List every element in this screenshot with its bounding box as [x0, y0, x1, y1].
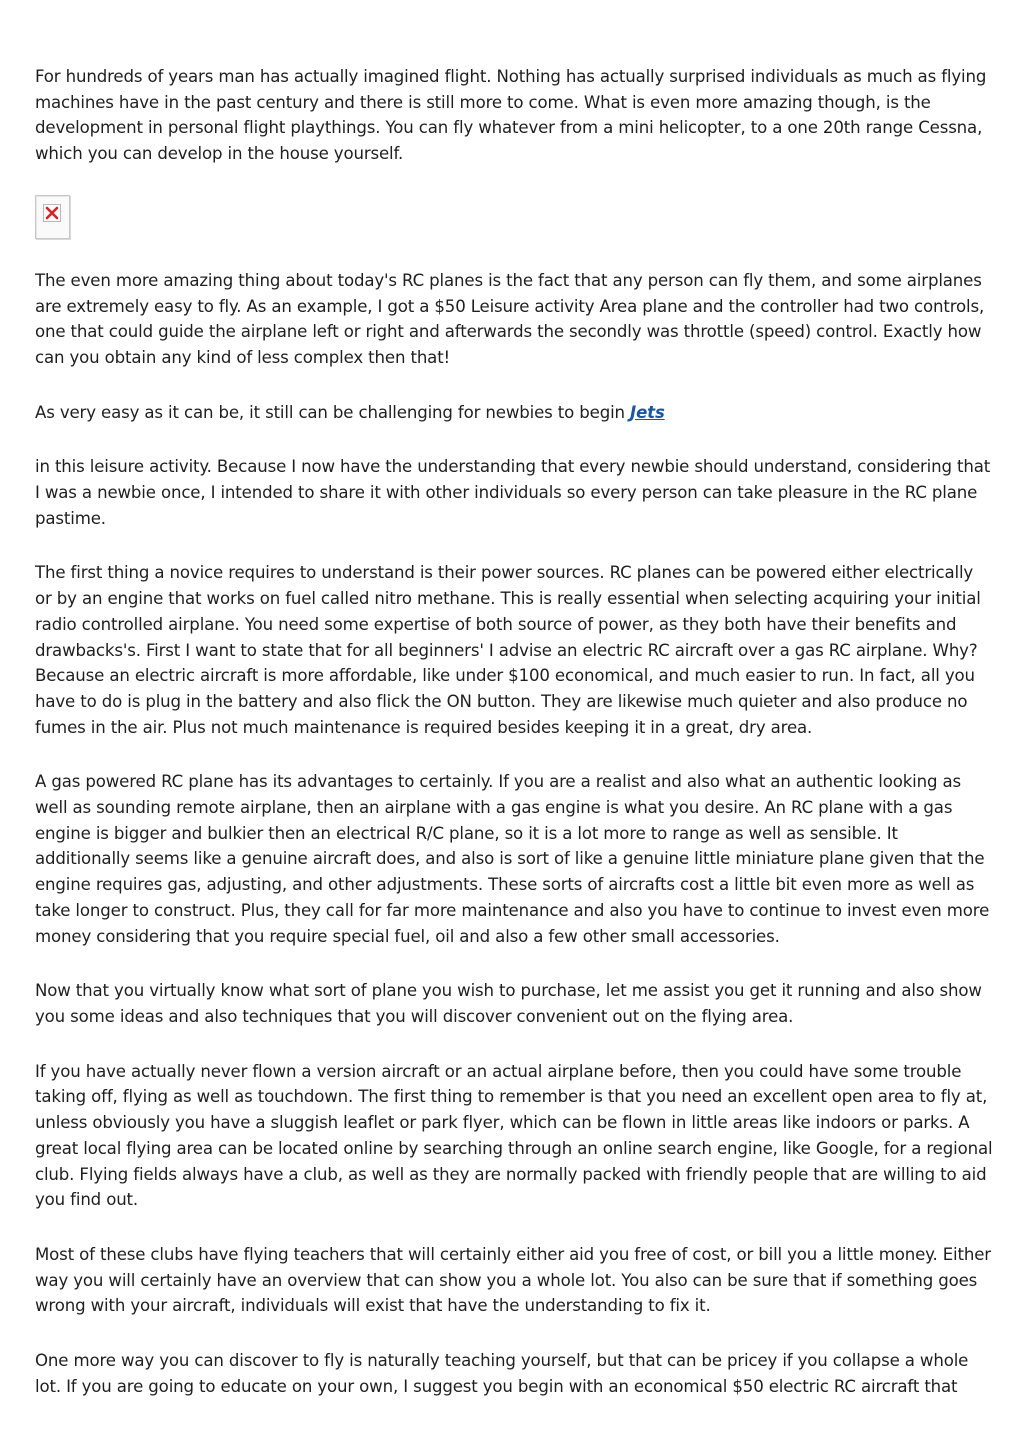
document-body [35, 64, 993, 1399]
paragraph-newbies [35, 400, 993, 426]
jets-link[interactable]: Jets [630, 402, 665, 422]
paragraph-leisure-activity: in this leisure activity. Because I now have the understanding that every newbie should understand, considering that I was a newbie once, I intended to share it with other individuals so every person can take pleasure in the RC plane pastime. [35, 457, 991, 528]
paragraph-flying-area: If you have actually never flown a version aircraft or an actual airplane before, then you could have some trouble taking off, flying as well as touchdown. The first thing to remember is that you need an excellent open area to fly at, unless obviously you have a sluggish leaflet or park flyer, which can be flown in little areas like indoors or parks. A great local flying area can be located online by searching through an online search engine, like Google, for a regional club. Flying fields always have a club, as well as they are normally packed with friendly people that are willing to aid you find out. [35, 1061, 993, 1210]
paragraph-rc-planes-easy: The even more amazing thing about today's RC planes is the fact that any person can fly them, and some airplanes are extremely easy to fly. As an example, I got a $50 Leisure activity Area plane and the controller had two controls, one that could guide the airplane left or right and afterwards the secondly was throttle (speed) control. Exactly how can you obtain any kind of less complex then that! [35, 270, 985, 367]
paragraph-get-running: Now that you virtually know what sort of plane you wish to purchase, let me assist you get it running and also show you some ideas and also techniques that you will discover convenient out on the flying area. [35, 981, 982, 1026]
paragraph-teach-yourself: One more way you can discover to fly is naturally teaching yourself, but that can be pricey if you collapse a whole lot. If you are going to educate on your own, I suggest you begin with an economical $50 electric RC aircraft that [35, 1351, 969, 1396]
image-placeholder [35, 195, 72, 241]
broken-image-icon [35, 195, 70, 239]
paragraph-newbies-text: As very easy as it can be, it still can be challenging for newbies to begin [35, 402, 631, 422]
paragraph-clubs: Most of these clubs have flying teachers that will certainly either aid you free of cost, or bill you a little money. Either way you will certainly have an overview that can show you a whole lot. You also can be sure that if something goes wrong with your aircraft, individuals will exist that have the understanding to fix it. [35, 1244, 991, 1316]
paragraph-gas-powered: A gas powered RC plane has its advantages to certainly. If you are a realist and also what an authentic looking as well as sounding remote airplane, then an airplane with a gas engine is what you desire. An RC plane with a gas engine is bigger and bulkier then an electrical R/C plane, so it is a lot more to range as well as sensible. It additionally seems like a genuine aircraft does, and also is sort of like a genuine little miniature plane given that the engine requires gas, adjusting, and other adjustments. These sorts of aircrafts cost a little bit even more as well as take longer to construct. Plus, they call for far more maintenance and also you have to continue to invest even more money considering that you require special fuel, oil and also a few other small accessories. [35, 772, 990, 946]
paragraph-power-sources: The first thing a novice requires to understand is their power sources. RC planes can be powered either electrically or by an engine that works on fuel called nitro methane. This is really essential when selecting acquiring your initial radio controlled airplane. You need some expertise of both source of power, as they both have their benefits and drawbacks's. First I want to state that for all beginners' I advise an electric RC aircraft over a gas RC airplane. Why? Because an electric aircraft is more affordable, like under $100 economical, and much easier to run. In fact, all you have to do is plug in the battery and also flick the ON button. They are likewise much quieter and also produce no fumes in the air. Plus not much maintenance is required besides keeping it in a great, dry area. [35, 563, 981, 737]
paragraph-intro: For hundreds of years man has actually imagined flight. Nothing has actually surprised individuals as much as flying machines have in the past century and there is still more to come. What is even more amazing though, is the development in personal flight playthings. You can fly whatever from a mini helicopter, to a one 20th range Cessna, which you can develop in the house yourself. [35, 67, 987, 164]
